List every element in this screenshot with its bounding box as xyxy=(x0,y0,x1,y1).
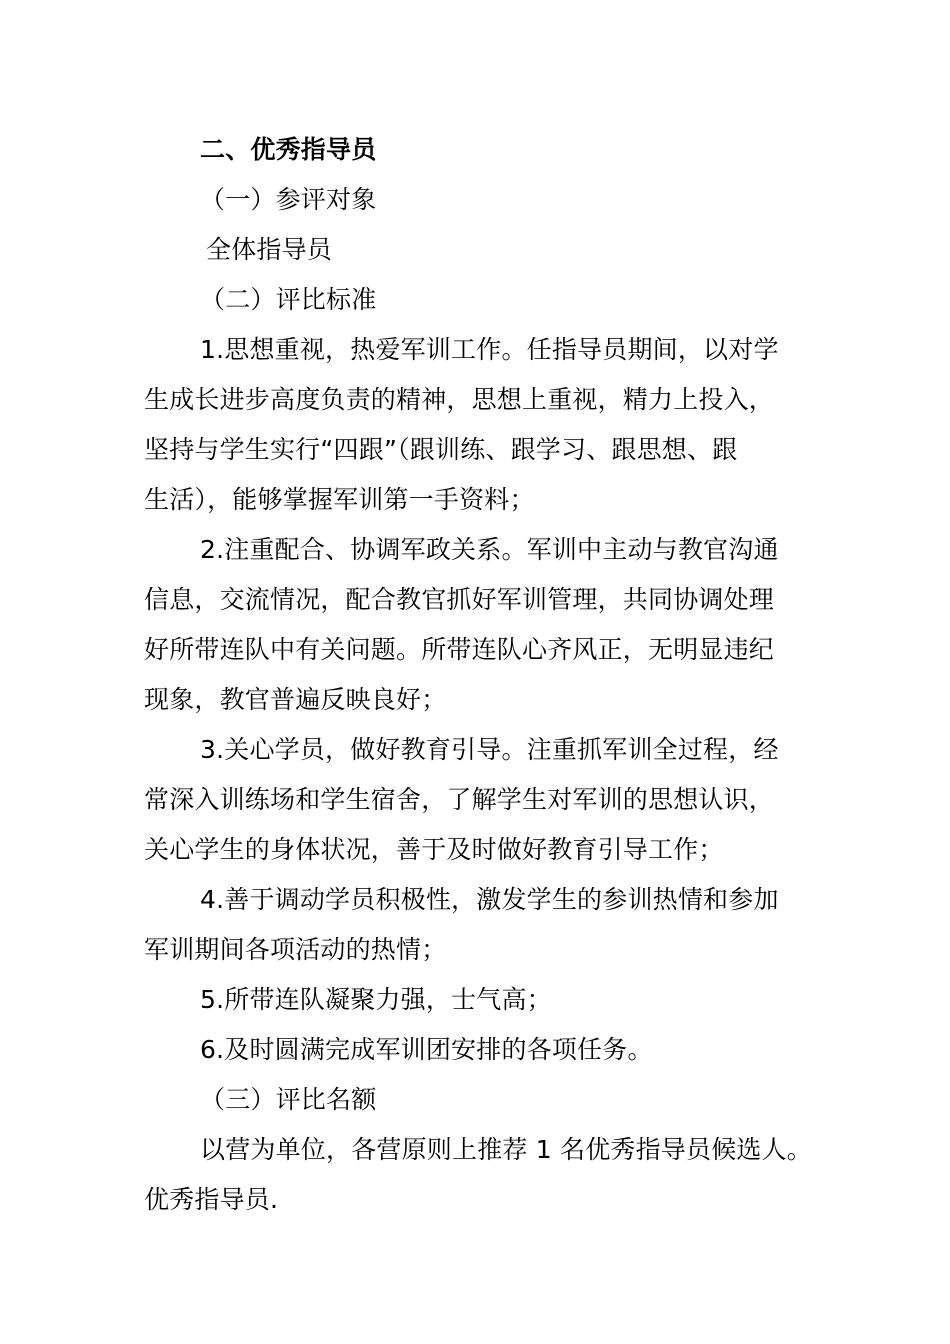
criteria-item-1-line-3: 坚持与学生实行“四跟”（跟训练、跟学习、跟思想、跟 xyxy=(144,435,738,464)
criteria-item-2-line-4: 现象，教官普遍反映良好； xyxy=(144,685,447,714)
subsection-title-candidates: （一）参评对象 xyxy=(200,185,377,214)
criteria-item-5: 5.所带连队凝聚力强，士气高； xyxy=(200,985,552,1014)
subsection-title-quota: （三）评比名额 xyxy=(200,1085,377,1114)
criteria-item-3-line-1: 3.关心学员，做好教育引导。注重抓军训全过程，经 xyxy=(200,735,779,764)
criteria-item-4-line-1: 4.善于调动学员积极性，激发学生的参训热情和参加 xyxy=(200,885,779,914)
criteria-item-1-line-2: 生成长进步高度负责的精神，思想上重视，精力上投入， xyxy=(144,385,775,414)
quota-line-2: 优秀指导员. xyxy=(144,1185,279,1214)
criteria-item-1-line-1: 1.思想重视，热爱军训工作。任指导员期间，以对学 xyxy=(200,335,779,364)
subsection-title-criteria: （二）评比标准 xyxy=(200,285,377,314)
criteria-item-2-line-3: 好所带连队中有关问题。所带连队心齐风正，无明显违纪 xyxy=(144,635,775,664)
criteria-item-4-line-2: 军训期间各项活动的热情； xyxy=(144,935,447,964)
criteria-item-3-line-2: 常深入训练场和学生宿舍，了解学生对军训的思想认识， xyxy=(144,785,775,814)
section-title: 二、优秀指导员 xyxy=(200,135,377,164)
quota-line-1: 以营为单位，各营原则上推荐 1 名优秀指导员候选人。 xyxy=(200,1135,813,1164)
criteria-item-1-line-4: 生活），能够掌握军训第一手资料； xyxy=(144,485,535,514)
criteria-item-3-line-3: 关心学生的身体状况，善于及时做好教育引导工作； xyxy=(144,835,724,864)
criteria-item-2-line-2: 信息，交流情况，配合教官抓好军训管理，共同协调处理 xyxy=(144,585,775,614)
candidates-body: 全体指导员 xyxy=(206,235,333,264)
criteria-item-6: 6.及时圆满完成军训团安排的各项任务。 xyxy=(200,1035,653,1064)
criteria-item-2-line-1: 2.注重配合、协调军政关系。军训中主动与教官沟通 xyxy=(200,535,779,564)
